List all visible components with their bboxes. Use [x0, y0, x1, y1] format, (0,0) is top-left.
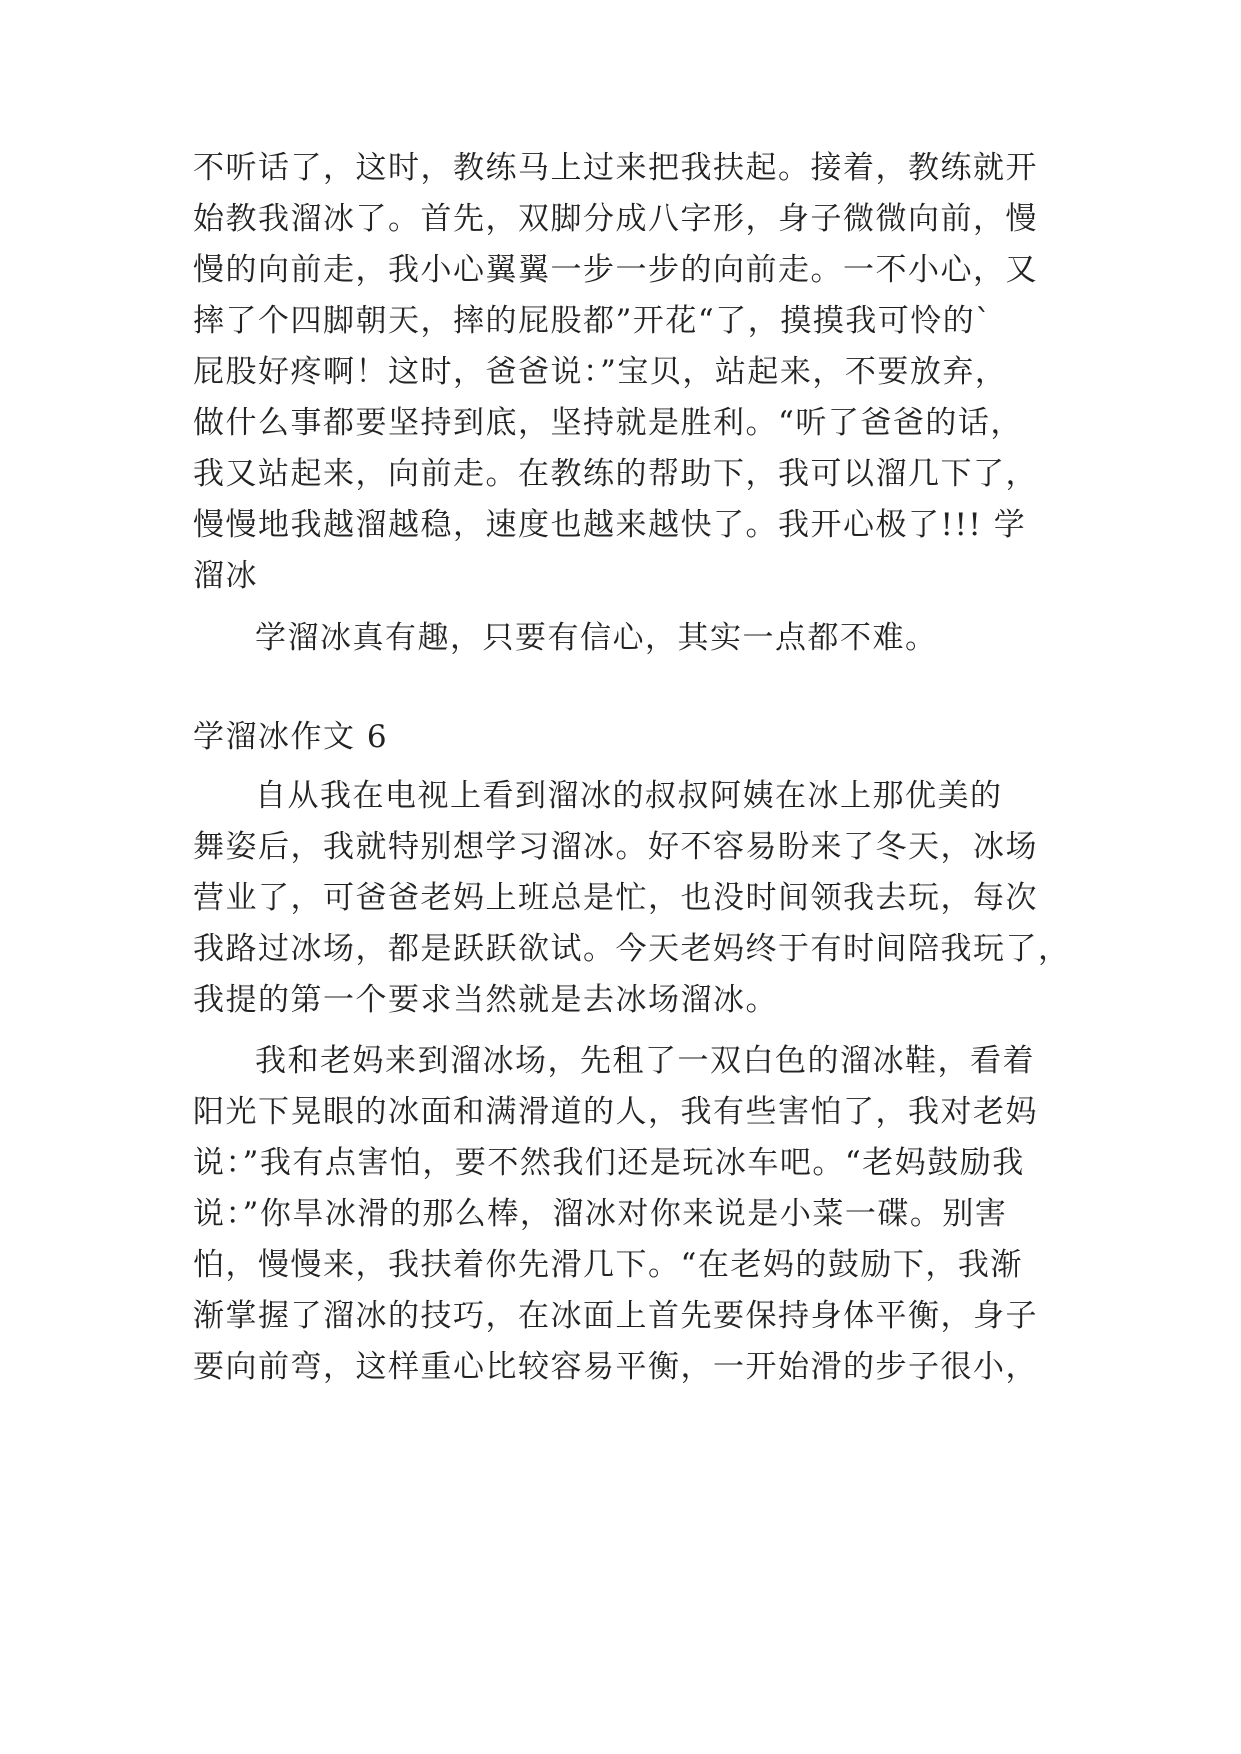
paragraph-line: 怕，慢慢来，我扶着你先滑几下。“在老妈的鼓励下，我渐 — [193, 1247, 1023, 1283]
paragraph-line: 慢的向前走，我小心翼翼一步一步的向前走。一不小心，又 — [193, 252, 1038, 288]
paragraph-line: 要向前弯，这样重心比较容易平衡，一开始滑的步子很小， — [193, 1349, 1038, 1385]
paragraph-line: 自从我在电视上看到溜冰的叔叔阿姨在冰上那优美的 — [255, 778, 1003, 814]
paragraph-line: 渐掌握了溜冰的技巧，在冰面上首先要保持身体平衡，身子 — [193, 1298, 1038, 1334]
paragraph-line: 我路过冰场，都是跃跃欲试。今天老妈终于有时间陪我玩了， — [193, 931, 1071, 967]
paragraph-line: 舞姿后，我就特别想学习溜冰。好不容易盼来了冬天，冰场 — [193, 829, 1038, 865]
paragraph-line: 始教我溜冰了。首先，双脚分成八字形，身子微微向前，慢 — [193, 201, 1038, 237]
paragraph-line: 溜冰 — [193, 558, 258, 594]
paragraph-line: 慢慢地我越溜越稳，速度也越来越快了。我开心极了!!! 学 — [193, 507, 1027, 543]
paragraph-line: 不听话了，这时，教练马上过来把我扶起。接着，教练就开 — [193, 150, 1038, 186]
paragraph-line: 学溜冰真有趣，只要有信心，其实一点都不难。 — [255, 620, 938, 656]
paragraph-line: 营业了，可爸爸老妈上班总是忙，也没时间领我去玩，每次 — [193, 880, 1038, 916]
paragraph-line: 我和老妈来到溜冰场，先租了一双白色的溜冰鞋，看着 — [255, 1043, 1035, 1079]
paragraph-line: 做什么事都要坚持到底，坚持就是胜利。“听了爸爸的话， — [193, 405, 1023, 441]
paragraph-line: 摔了个四脚朝天，摔的屁股都”开花“了，摸摸我可怜的` — [193, 303, 993, 339]
paragraph-line: 我提的第一个要求当然就是去冰场溜冰。 — [193, 982, 778, 1018]
paragraph-line: 屁股好疼啊！这时，爸爸说：”宝贝，站起来，不要放弃， — [193, 354, 1008, 390]
section-title: 学溜冰作文 6 — [193, 719, 389, 755]
paragraph-line: 说：”你旱冰滑的那么棒，溜冰对你来说是小菜一碟。别害 — [193, 1196, 1008, 1232]
paragraph-line: 阳光下晃眼的冰面和满滑道的人，我有些害怕了，我对老妈 — [193, 1094, 1038, 1130]
paragraph-line: 说：”我有点害怕，要不然我们还是玩冰车吧。“老妈鼓励我 — [193, 1145, 1025, 1181]
paragraph-line: 我又站起来，向前走。在教练的帮助下，我可以溜几下了， — [193, 456, 1038, 492]
